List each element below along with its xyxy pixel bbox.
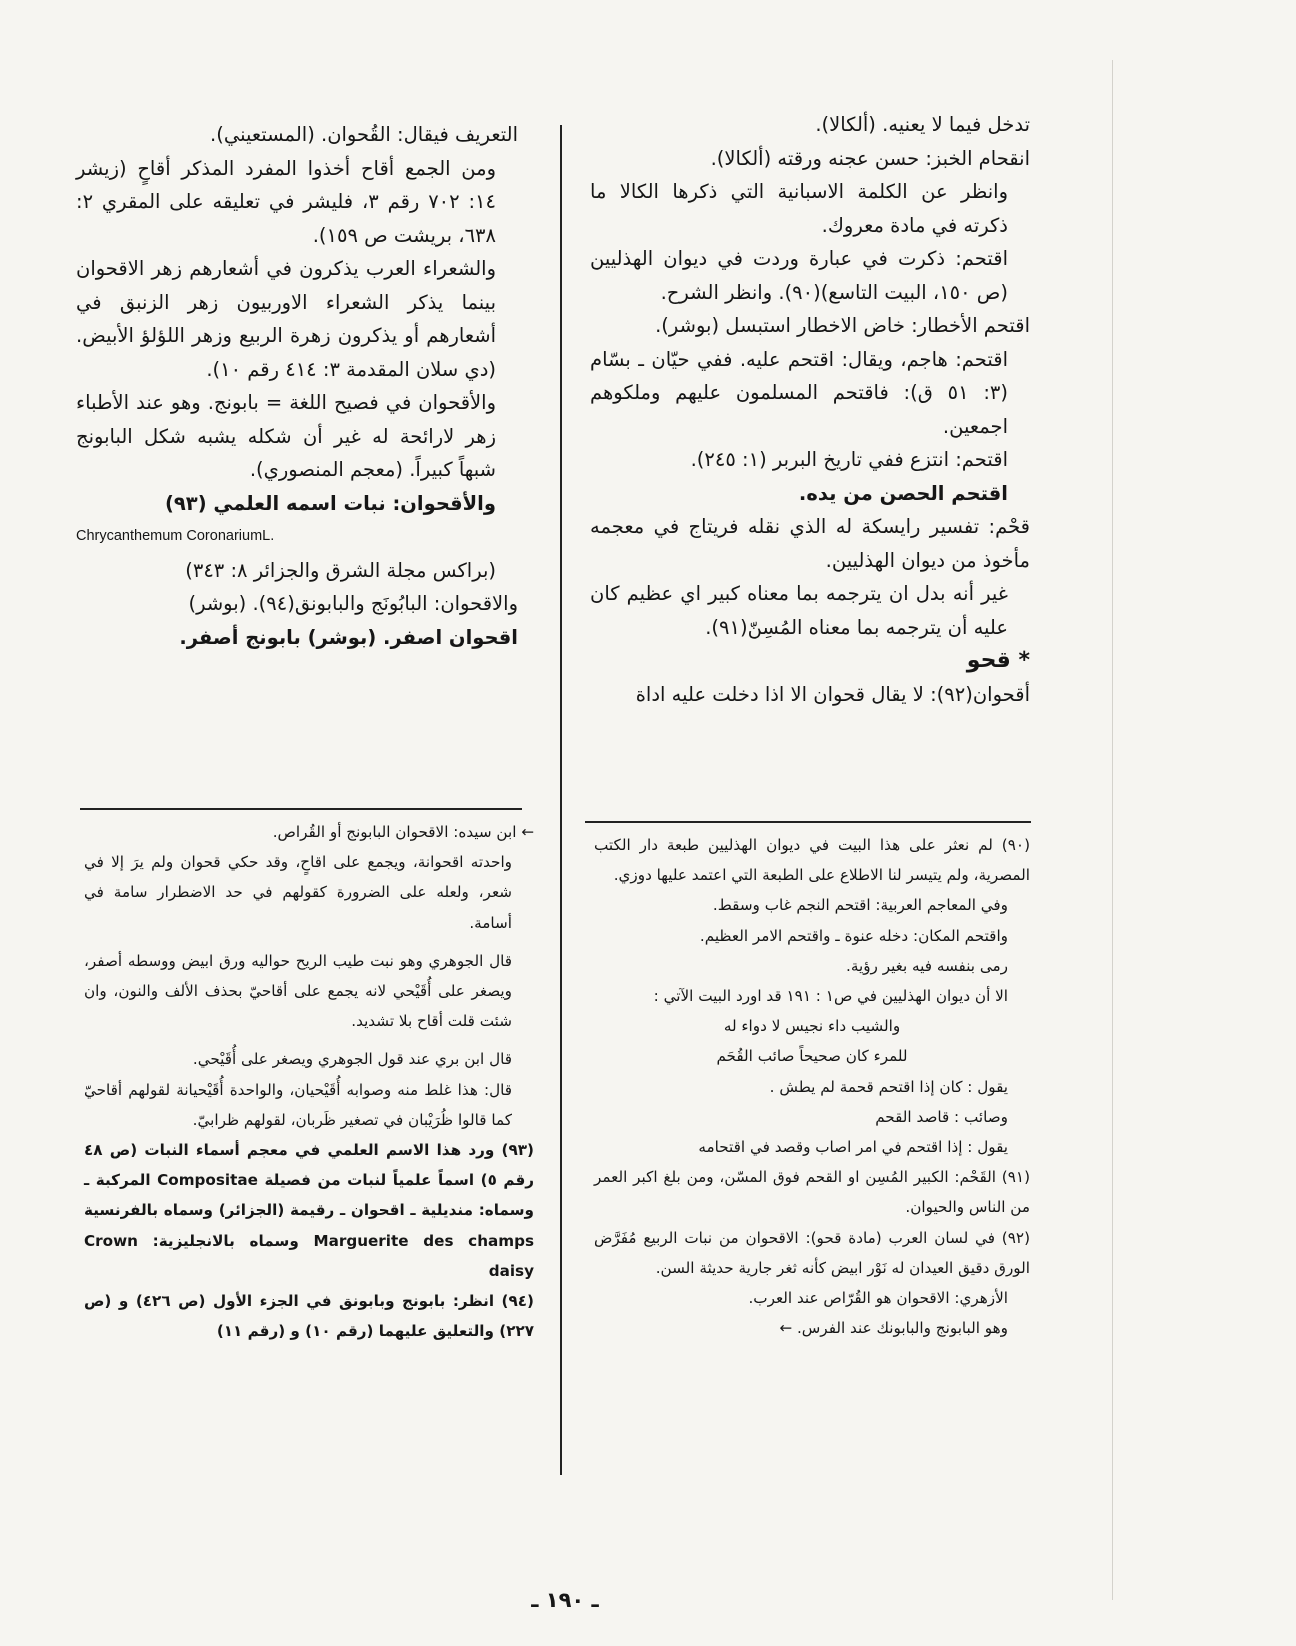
text-paragraph: اقتحم: هاجم، ويقال: اقتحم عليه. ففي حيّان ـ بسّام (٣: ٥١ ق): فاقتحم المسلمون عليهم وملكوهم اجمعين. — [590, 347, 1008, 438]
footnote-line: رمى بنفسه فيه بغير رؤية. — [846, 956, 1008, 975]
footnote-paragraph: قال: هذا غلط منه وصوابه أُقَيْحيان، والواحدة أُقَيْحيانة لقولهم أقاحيّ كما قالوا ظُرَيْبان في تصغير ظَربان، لقولهم ظرابيّ. — [84, 1080, 512, 1129]
footnote-line: وهو البابونج والبابونك عند الفرس. ← — [779, 1319, 1008, 1338]
footnotes-left — [84, 817, 534, 1346]
footnote-line: الا أن ديوان الهذليين في ص١ : ١٩١ قد اورد البيت الآتي : — [653, 987, 1008, 1006]
text-line: اقتحم الحصن من يده. — [798, 481, 1008, 505]
text-line: والاقحوان: البابُونَج والبابونق(٩٤). (بوشر) — [188, 592, 518, 615]
text-paragraph: وانظر عن الكلمة الاسبانية التي ذكرها الكالا ما ذكرته في مادة معروك. — [590, 180, 1008, 237]
footnotes-right — [594, 830, 1030, 1343]
root-heading: * قحو — [966, 648, 1030, 673]
footnote-line: واقتحم المكان: دخله عنوة ـ واقتحم الامر العظيم. — [699, 926, 1008, 945]
footnote-93: (٩٣) ورد هذا الاسم العلمي في معجم أسماء النبات (ص ٤٨ رقم ٥) اسماً علمياً لنبات من فصيلة Compositae المركبة ـ وسماه: منديلية ـ اقحوان ـ رقيمة (الجزائر) وسماه بالفرنسية Marguerite des champs وسماه بالانجليزية: Crown daisy — [84, 1141, 535, 1280]
footnote-line: وفي المعاجم العربية: اقتحم النجم غاب وسقط. — [712, 896, 1008, 915]
entry-uqhuwan: أقحوان(٩٢): لا يقال قحوان الا اذا دخلت عليه اداة — [635, 682, 1030, 706]
footnote-paragraph: قال الجوهري وهو نبت طيب الريح حواليه ورق ابيض ووسطه أصفر، ويصغر على أُقَيْحي لانه يجمع على أقاحيّ بحذف الألف والنون، وان شئت قلت أقاح بلا تشديد. — [84, 951, 512, 1031]
entry-iqtaham-akhtar: اقتحم الأخطار: خاض الاخطار استبسل (بوشر). — [655, 314, 1030, 337]
footnote-paragraph: واحدته اقحوانة، ويجمع على اقاحٍ، وقد حكي قحوان ولم يرَ إلا في شعر، ولعله على الضرورة كقولهم في حد الاضطرار سامة في أسامة. — [84, 853, 512, 932]
footnote-line: وصائب : قاصد القحم — [875, 1107, 1008, 1126]
footnote-92: (٩٢) في لسان العرب (مادة قحو): الاقحوان من نبات الربيع مُفَرَّض الورق دقيق العيدان له نَوْر ابيض كأنه ثغر جارية حديثة السن. — [594, 1228, 1030, 1277]
footnote-90: (٩٠) لم نعثر على هذا البيت في ديوان الهذليين طبعة دار الكتب المصرية، ولم يتيسر لنا الاطلاع على الطبعة التي اعتمد عليها دوزي. — [594, 836, 1030, 885]
text-line: اقتحم: انتزع ففي تاريخ البربر (١: ٢٤٥). — [690, 448, 1008, 471]
left-column — [76, 118, 518, 654]
text-paragraph: اقتحم: ذكرت في عبارة وردت في ديوان الهذليين (ص ١٥٠، البيت التاسع)(٩٠). وانظر الشرح. — [590, 247, 1008, 304]
page-number: ـ ١٩٠ ـ — [531, 1588, 599, 1612]
text-line: تدخل فيما لا يعنيه. (ألكالا). — [815, 113, 1030, 136]
text-paragraph: والشعراء العرب يذكرون في أشعارهم زهر الاقحوان بينما يذكر الشعراء الاوربيون زهر الزنبق في أشعارهم أو يذكرون زهرة الربيع وزهر اللؤلؤ الأبيض. (دي سلان المقدمة ٣: ٤١٤ رقم ١٠). — [76, 257, 496, 381]
footnote-line: قال ابن بري عند قول الجوهري ويصغر على أُقَيْحي. — [192, 1050, 512, 1069]
verse-line: والشيب داء نجيس لا دواء له — [723, 1017, 901, 1036]
right-column — [590, 108, 1030, 711]
column-divider — [560, 125, 562, 1475]
text-line: والأقحوان: نبات اسمه العلمي (٩٣) — [164, 491, 496, 515]
footnote-94: (٩٤) انظر: بابونج وبابونق في الجزء الأول (ص ٤٢٦) و (ص ٢٢٧) والتعليق عليهما (رقم ١٠) و (رقم ١١) — [84, 1292, 534, 1341]
footnote-line: الأزهري: الاقحوان هو القُرّاص عند العرب. — [748, 1289, 1008, 1308]
text-paragraph: ومن الجمع أقاح أخذوا المفرد المذكر أقاحٍ (زيشر ١٤: ٧٠٢ رقم ٣، فليشر في تعليقه على المقري ٢: ٦٣٨، بريشت ص ١٥٩). — [76, 156, 496, 247]
footnote-line: يقول : إذا اقتحم في امر اصاب وقصد في اقتحامه — [698, 1138, 1008, 1157]
footnote-91: (٩١) القَحْم: الكبير المُسِن او القحم فوق المسّن، ومن بلغ اكبر العمر من الناس والحيوان. — [594, 1168, 1030, 1217]
scan-edge-line — [1112, 60, 1113, 1600]
footnote-line: يقول : كان إذا اقتحم قحمة لم يطش . — [769, 1077, 1008, 1096]
entry-inqiham: انقحام الخبز: حسن عجنه ورقته (ألكالا). — [710, 146, 1030, 170]
footnote-line: ← ابن سيده: الاقحوان البابونج أو القُراص. — [272, 823, 534, 841]
text-paragraph: غير أنه بدل ان يترجمه بما معناه كبير اي عظيم كان عليه أن يترجمه بما معناه المُسِنّ(٩١). — [590, 582, 1008, 639]
entry-qahm: قحْم: تفسير رايسكة له الذي نقله فريتاج في معجمه مأخوذ من ديوان الهذليين. — [590, 515, 1030, 572]
text-line: التعريف فيقال: القُحوان. (المستعيني). — [210, 123, 518, 146]
footnote-rule-left — [80, 808, 522, 810]
verse-line: للمرء كان صحيحاً صائب القُحَم — [716, 1047, 908, 1066]
text-paragraph: والأقحوان في فصيح اللغة = بابونج. وهو عند الأطباء زهر لارائحة له غير أن شكله يشبه شكل البابونج شبهاً كبيراً. (معجم المنصوري). — [76, 391, 496, 481]
footnote-rule-right — [585, 821, 1031, 823]
scientific-name: Chrycanthemum CoronariumL. — [76, 528, 275, 544]
text-line: (براكس مجلة الشرق والجزائر ٨: ٣٤٣) — [185, 558, 496, 582]
text-line: اقحوان اصفر. (بوشر) بابونج أصفر. — [179, 625, 518, 649]
